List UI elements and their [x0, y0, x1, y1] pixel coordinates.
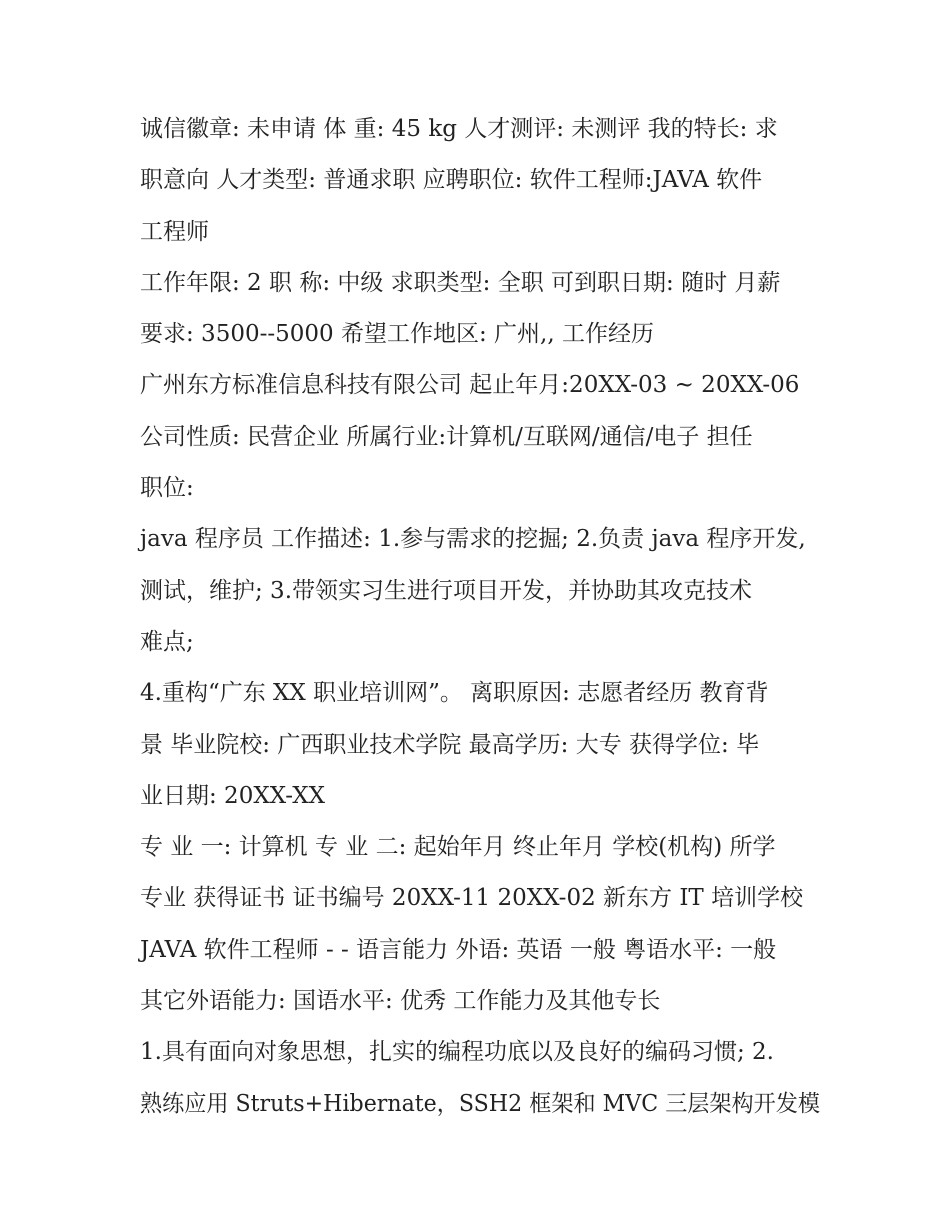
text-line: 要求: 3500--5000 希望工作地区: 广州,, 工作经历: [140, 321, 654, 348]
text-line: 专 业 一: 计算机 专 业 二: 起始年月 终止年月 学校(机构) 所学: [140, 834, 776, 861]
text-line: 职意向 人才类型: 普通求职 应聘职位: 软件工程师:JAVA 软件: [140, 167, 763, 194]
text-line: 专业 获得证书 证书编号 20XX-11 20XX-02 新东方 IT 培训学校: [140, 885, 804, 912]
text-line: java 程序员 工作描述: 1.参与需求的挖掘; 2.负责 java 程序开发,: [140, 526, 806, 553]
text-line: 1.具有面向对象思想，扎实的编程功底以及良好的编码习惯; 2.: [140, 1039, 774, 1066]
text-line: 业日期: 20XX-XX: [140, 782, 325, 809]
text-line: 公司性质: 民营企业 所属行业:计算机/互联网/通信/电子 担任: [140, 423, 753, 450]
text-line: 难点;: [140, 628, 194, 655]
text-line: 景 毕业院校: 广西职业技术学院 最高学历: 大专 获得学位: 毕: [140, 731, 760, 758]
text-line: JAVA 软件工程师 - - 语言能力 外语: 英语 一般 粤语水平: 一般: [140, 936, 777, 963]
text-line: 广州东方标准信息科技有限公司 起止年月:20XX-03 ~ 20XX-06: [140, 372, 800, 399]
text-line: 4.重构“广东 XX 职业培训网”。 离职原因: 志愿者经历 教育背: [140, 680, 769, 707]
text-line: 诚信徽章: 未申请 体 重: 45 kg 人才测评: 未测评 我的特长: 求: [140, 116, 778, 142]
text-line: 职位:: [140, 475, 194, 502]
text-line: 工程师: [140, 218, 209, 245]
text-line: 熟练应用 Struts+Hibernate，SSH2 框架和 MVC 三层架构开发模: [140, 1090, 821, 1117]
text-line: 其它外语能力: 国语水平: 优秀 工作能力及其他专长: [140, 988, 661, 1015]
text-line: 工作年限: 2 职 称: 中级 求职类型: 全职 可到职日期: 随时 月薪: [140, 269, 781, 296]
text-line: 测试，维护; 3.带领实习生进行项目开发，并协助其攻克技术: [140, 577, 753, 604]
resume-text-block: [140, 104, 820, 1130]
